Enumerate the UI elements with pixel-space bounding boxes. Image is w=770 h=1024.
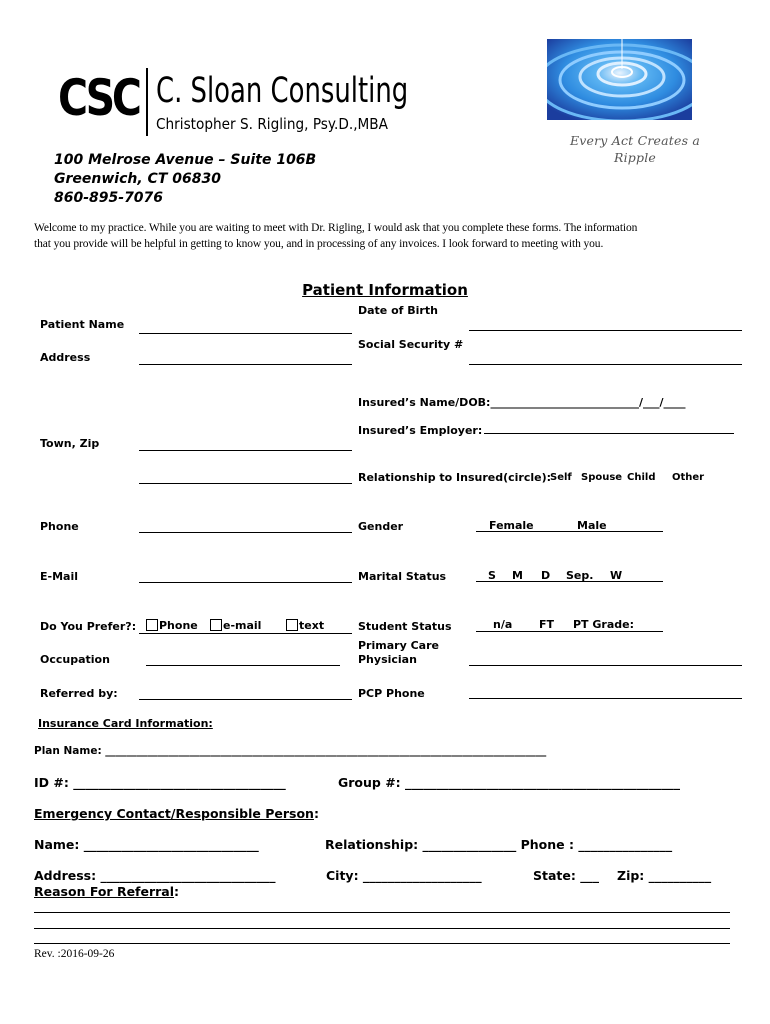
revision-date: Rev. :2016-09-26 [34,948,115,960]
marital-sep[interactable]: Sep. [566,569,594,582]
logo-mark: CSC [58,69,139,127]
company-name: C. Sloan Consulting [156,71,409,111]
patient-name-field[interactable] [139,333,352,334]
marital-line [476,581,663,582]
emergency-heading-text: Emergency Contact/Responsible Person [34,806,314,821]
insurance-heading: Insurance Card Information: [38,717,213,730]
prefer-email-label: e-mail [223,619,262,632]
gender-line [476,531,663,532]
prefer-line [139,633,352,634]
prefer-text-option[interactable] [286,619,324,632]
emergency-name-field[interactable]: Name: ____________________________ [34,837,259,852]
referral-line-2[interactable] [34,928,730,929]
gender-female[interactable]: Female [489,519,534,532]
student-label: Student Status [358,620,452,633]
logo [58,68,428,138]
address-line-2: Greenwich, CT 06830 [54,171,221,187]
prefer-email-option[interactable] [210,619,261,632]
insured-employer-field[interactable] [484,433,734,434]
student-na[interactable]: n/a [493,618,513,631]
emergency-city-field[interactable]: City: ___________________ [326,868,482,883]
town-zip-label: Town, Zip [40,437,100,450]
patient-name-label: Patient Name [40,318,125,331]
pcp-label-line-2: Physician [358,653,417,666]
emergency-address-field[interactable]: Address: ____________________________ [34,868,276,883]
prefer-phone-label: Phone [159,619,198,632]
address-line-1: 100 Melrose Avenue – Suite 106B [54,152,317,168]
pcp-phone-label: PCP Phone [358,687,425,700]
phone-field[interactable] [139,532,352,533]
marital-d[interactable]: D [541,569,551,582]
emergency-zip-field[interactable]: Zip: __________ [617,868,712,883]
referral-heading-text: Reason For Referral [34,884,175,899]
marital-label: Marital Status [358,570,447,583]
gender-male[interactable]: Male [577,519,607,532]
plan-name-field[interactable]: Plan Name: ____________________________________________________________________________________ [34,745,547,757]
phone-number: 860-895-7076 [54,190,164,206]
prefer-phone-option[interactable] [146,619,198,632]
id-field[interactable]: ID #: __________________________________ [34,775,286,790]
referral-heading-colon: : [174,884,180,899]
referral-line-1[interactable] [34,912,730,913]
emergency-state-field[interactable]: State: ___ [533,868,599,883]
pcp-label [358,639,439,667]
marital-m[interactable]: M [512,569,523,582]
phone-checkbox[interactable] [146,619,158,631]
relationship-other[interactable]: Other [672,472,705,483]
person-name: Christopher S. Rigling, Psy.D.,MBA [156,115,389,133]
email-checkbox[interactable] [210,619,222,631]
intro-text [34,220,637,252]
pcp-phone-field[interactable] [469,698,742,699]
intro-line-1: Welcome to my practice. While you are waiting to meet with Dr. Rigling, I would ask that you complete these forms. The information [34,222,638,234]
gender-label: Gender [358,520,404,533]
occupation-field[interactable] [146,665,340,666]
student-pt-grade[interactable]: PT Grade: [573,618,635,631]
email-label: E-Mail [40,570,78,583]
relationship-spouse[interactable]: Spouse [581,472,623,483]
insured-name-label[interactable]: Insured’s Name/DOB:___________________________/___/____ [358,396,686,409]
relationship-child[interactable]: Child [627,472,656,483]
relationship-label: Relationship to Insured(circle): [358,471,552,484]
ripple-image [547,39,692,120]
water-ripple-icon [547,39,692,120]
marital-s[interactable]: S [488,569,496,582]
prefer-text-label: text [299,619,325,632]
referral-heading [34,884,179,899]
emergency-relationship-phone[interactable]: Relationship: _______________ Phone : _______________ [325,837,673,852]
relationship-self[interactable]: Self [550,472,572,483]
pcp-label-line-1: Primary Care [358,639,439,652]
occupation-label: Occupation [40,653,110,666]
practice-address [54,151,316,208]
ssn-field[interactable] [469,364,742,365]
town-zip-field-2[interactable] [139,483,352,484]
referred-by-field[interactable] [139,699,352,700]
text-checkbox[interactable] [286,619,298,631]
address-field[interactable] [139,364,352,365]
emergency-heading [34,806,319,821]
tagline: Every Act Creates a Ripple [569,133,701,165]
emergency-heading-colon: : [313,806,319,821]
prefer-label: Do You Prefer?: [40,620,137,633]
intro-line-2: that you provide will be helpful in getting to know you, and in processing of any invoices. I look forward to meeting with you. [34,238,604,250]
student-line [476,631,663,632]
student-ft[interactable]: FT [539,618,555,631]
dob-field[interactable] [469,330,742,331]
email-field[interactable] [139,582,352,583]
phone-label: Phone [40,520,79,533]
marital-w[interactable]: W [610,569,623,582]
section-title: Patient Information [302,281,468,299]
address-label: Address [40,351,91,364]
pcp-field[interactable] [469,665,742,666]
logo-divider [146,68,148,136]
insured-employer-label: Insured’s Employer: [358,424,483,437]
dob-label: Date of Birth [358,304,438,317]
referral-line-3[interactable] [34,943,730,944]
group-field[interactable]: Group #: ____________________________________________ [338,775,681,790]
town-zip-field[interactable] [139,450,352,451]
referred-by-label: Referred by: [40,687,118,700]
ssn-label: Social Security # [358,338,464,351]
